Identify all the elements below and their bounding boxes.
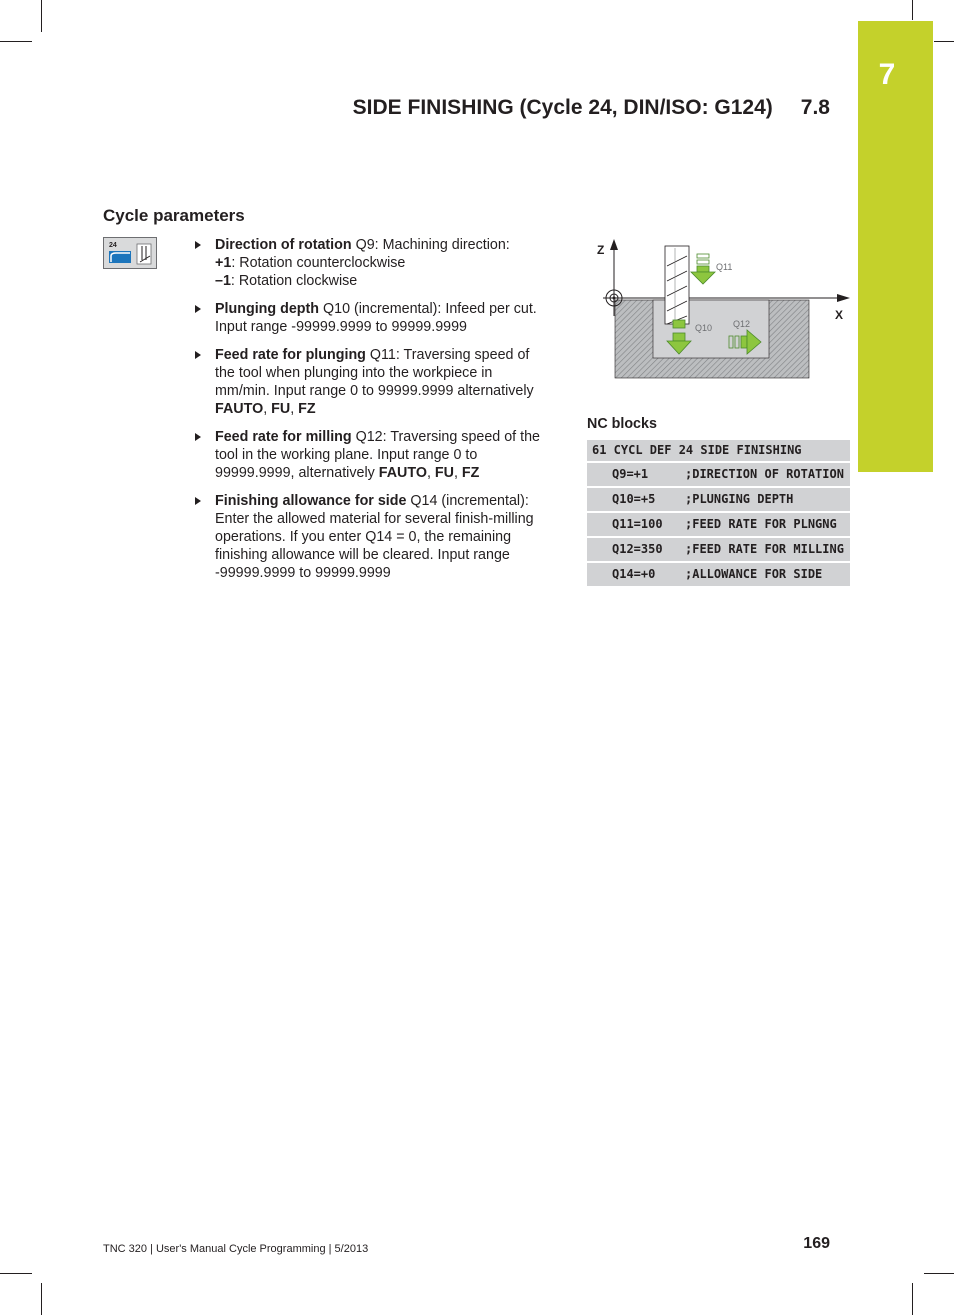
param-option: FAUTO	[378, 465, 427, 481]
chapter-tab-number: 7	[878, 58, 896, 91]
crop-mark	[934, 41, 954, 42]
side-finishing-diagram	[593, 236, 851, 384]
param-name: Finishing allowance for side	[215, 493, 407, 509]
crop-mark	[41, 1283, 42, 1315]
param-feed-rate-plunging: Feed rate for plunging Q11: Traversing speed of the tool when plunging into the workpiece in mm/min. Input range 0 to 99999.9999 alternatively FAUTO, FU, FZ	[193, 346, 545, 418]
bullet-arrow-icon	[195, 351, 201, 359]
nc-parameter: Q9=+1	[612, 467, 649, 481]
nc-comment: ;DIRECTION OF ROTATION	[685, 467, 844, 481]
param-option: FZ	[298, 401, 316, 417]
header-title: SIDE FINISHING (Cycle 24, DIN/ISO: G124)	[352, 96, 773, 119]
footer-text: TNC 320 | User's Manual Cycle Programming | 5/2013	[103, 1243, 369, 1255]
nc-table-header: 61 CYCL DEF 24 SIDE FINISHING	[587, 440, 850, 461]
nc-parameter: Q12=350	[612, 542, 663, 556]
param-name: Feed rate for milling	[215, 429, 352, 445]
nc-parameter: Q10=+5	[612, 492, 656, 506]
nc-parameter: Q11=100	[612, 517, 663, 531]
param-option-line	[215, 272, 545, 290]
param-text: Q14 (incremental): Enter the allowed material for several finish-milling operations. If you enter Q14 = 0, the remaining finishing allowance will be cleared. Input range -99999.9999 to 99999.9999	[215, 493, 534, 581]
option-text: : Rotation clockwise	[230, 273, 358, 289]
param-name: Direction of rotation	[215, 237, 352, 253]
x-axis-label: X	[835, 308, 844, 322]
param-text: Q11: Traversing speed of the tool when plunging into the workpiece in mm/min. Input range 0 to 99999.9999 alternatively	[215, 347, 534, 399]
cycle-softkey-icon	[103, 237, 157, 269]
bullet-arrow-icon	[195, 241, 201, 249]
q11-label: Q11	[716, 262, 733, 272]
param-option-line	[215, 254, 545, 272]
option-value: –1	[215, 273, 231, 289]
option-value: +1	[215, 255, 232, 271]
nc-comment: ;PLUNGING DEPTH	[685, 492, 794, 506]
param-finishing-allowance-side	[193, 492, 545, 582]
nc-blocks-title: NC blocks	[587, 416, 657, 432]
param-name: Feed rate for plunging	[215, 347, 366, 363]
nc-comment: ;ALLOWANCE FOR SIDE	[685, 567, 823, 581]
table-row	[587, 463, 850, 486]
param-name: Plunging depth	[215, 301, 320, 317]
x-axis-arrow-icon	[837, 294, 850, 302]
param-direction-of-rotation	[193, 236, 545, 290]
crop-mark	[924, 1273, 954, 1274]
softkey-label: 24	[109, 242, 117, 249]
table-row	[587, 538, 850, 561]
param-text: Q9: Machining direction:	[351, 237, 510, 253]
crop-mark	[0, 41, 32, 42]
crop-mark	[41, 0, 42, 32]
q12-label: Q12	[733, 319, 751, 329]
bullet-arrow-icon	[195, 305, 201, 313]
param-text: Q10 (incremental): Infeed per cut. Input range -99999.9999 to 99999.9999	[215, 301, 537, 335]
bullet-arrow-icon	[195, 433, 201, 441]
z-axis-label: Z	[597, 243, 605, 257]
bullet-arrow-icon	[195, 497, 201, 505]
header-section-number: 7.8	[800, 96, 830, 119]
nc-parameter: Q14=+0	[612, 567, 656, 581]
q11-arrow-icon	[691, 254, 715, 284]
nc-blocks-table	[587, 440, 850, 586]
table-row	[587, 488, 850, 511]
param-option: FZ	[461, 465, 480, 481]
crop-mark	[0, 1273, 32, 1274]
table-row	[587, 563, 850, 586]
page-number: 169	[803, 1235, 830, 1252]
crop-mark	[912, 0, 913, 20]
param-option: FU	[271, 401, 291, 417]
section-title: Cycle parameters	[103, 206, 245, 225]
milling-tool	[665, 246, 689, 324]
softkey-graphic	[104, 238, 156, 268]
option-text: : Rotation counterclockwise	[231, 255, 406, 271]
param-option: FAUTO	[215, 401, 264, 417]
param-option: FU	[434, 465, 454, 481]
z-axis-arrow-icon	[610, 239, 618, 250]
table-row	[587, 513, 850, 536]
nc-comment: ;FEED RATE FOR MILLING	[685, 542, 844, 556]
param-plunging-depth	[193, 300, 545, 336]
param-text: Q12: Traversing speed of the tool in the working plane. Input range 0 to 99999.9999, alternatively	[215, 429, 540, 481]
parameter-list	[193, 236, 545, 592]
page-header	[300, 96, 830, 120]
crop-mark	[912, 1283, 913, 1315]
param-feed-rate-milling: Feed rate for milling Q12: Traversing speed of the tool in the working plane. Input range 0 to 99999.9999, alternatively FAUTO, FU, FZ	[193, 428, 545, 482]
nc-comment: ;FEED RATE FOR PLNGNG	[685, 517, 837, 531]
q10-label: Q10	[695, 323, 713, 333]
